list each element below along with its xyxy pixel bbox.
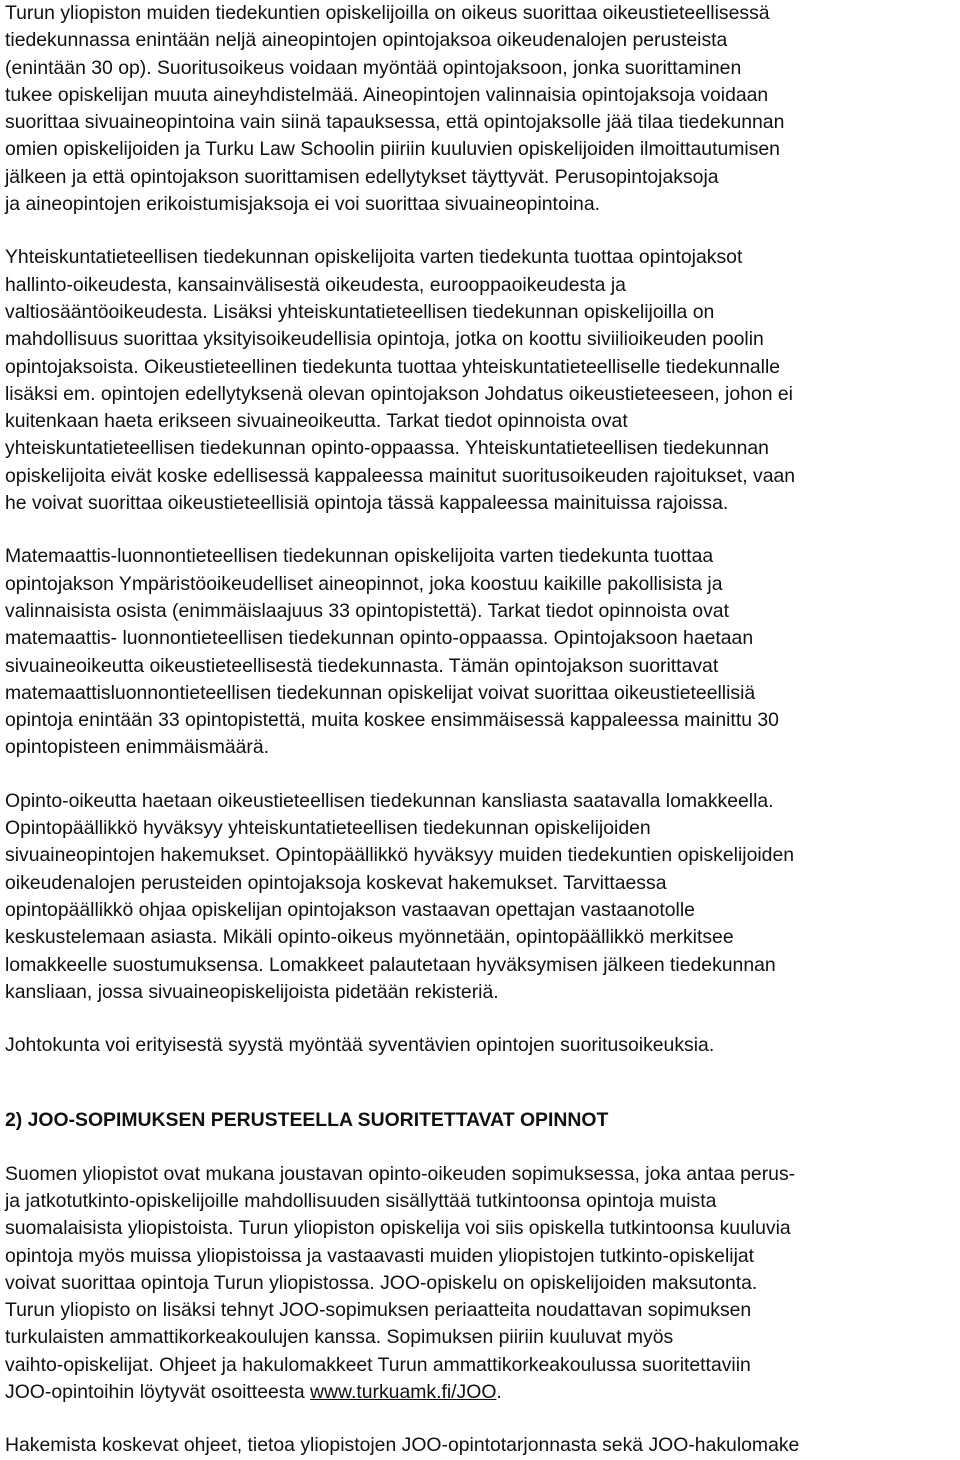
text-line: ja jatkotutkinto-opiskelijoille mahdollisuuden sisällyttää tutkintoonsa opintoja muista	[5, 1189, 717, 1212]
paragraph-spacer	[5, 762, 957, 788]
text-line: Johtokunta voi erityisestä syystä myöntää syventävien opintojen suoritusoikeuksia.	[5, 1034, 715, 1057]
section-heading: 2) JOO-SOPIMUKSEN PERUSTEELLA SUORITETTAVAT OPINNOT	[5, 1109, 609, 1132]
paragraph-4	[5, 788, 957, 1006]
text-line: (enintään 30 op). Suoritusoikeus voidaan myöntää opintojaksoon, jonka suorittaminen	[5, 56, 742, 79]
text-line: tiedekunnassa enintään neljä aineopintojen opintojaksoa oikeudenalojen perusteista	[5, 29, 728, 52]
text-line: opintojaksoista. Oikeustieteellinen tiedekunta tuottaa yhteiskuntatieteelliselle tiedekunnalle	[5, 355, 781, 378]
text-line: opintojakson Ympäristöoikeudelliset aineopinnot, joka koostuu kaikille pakollisista ja	[5, 572, 723, 595]
text-line: keskustelemaan asiasta. Mikäli opinto-oikeus myönnetään, opintopäällikkö merkitsee	[5, 926, 734, 949]
text-line: matemaattisluonnontieteellisen tiedekunnan opiskelijat voivat suorittaa oikeustieteellisiä	[5, 681, 756, 704]
document-page	[5, 0, 957, 1460]
text-line: Opintopäällikkö hyväksyy yhteiskuntatieteellisen tiedekunnan opiskelijoiden	[5, 817, 651, 840]
text-line: matemaattis- luonnontieteellisen tiedekunnan opinto-oppaassa. Opintojaksoon haetaan	[5, 627, 754, 650]
text-line: sivuaineoikeutta oikeustieteellisestä tiedekunnasta. Tämän opintojakson suorittavat	[5, 654, 719, 677]
text-line: lomakkeelle suostumuksensa. Lomakkeet palautetaan hyväksymisen jälkeen tiedekunnan	[5, 953, 776, 976]
section-spacer	[5, 1059, 957, 1107]
text-line: sivuaineopintojen hakemukset. Opintopäällikkö hyväksyy muiden tiedekuntien opiskelijoiden	[5, 844, 795, 867]
text-line: vaihto-opiskelijat. Ohjeet ja hakulomakkeet Turun ammattikorkeakoulussa suoritettaviin	[5, 1353, 751, 1376]
text-line: Turun yliopiston muiden tiedekuntien opiskelijoilla on oikeus suorittaa oikeustieteellisessä	[5, 2, 770, 24]
text-line: lisäksi em. opintojen edellytyksenä olevan opintojakson Johdatus oikeustieteeseen, johon ei	[5, 382, 793, 405]
paragraph-spacer	[5, 1006, 957, 1032]
text-line: jälkeen ja että opintojakson suorittamisen edellytykset täyttyvät. Perusopintojaksoja	[5, 165, 719, 188]
text-line-with-link	[5, 1379, 957, 1406]
text-line: Hakemista koskevat ohjeet, tietoa yliopistojen JOO-opintotarjonnasta sekä JOO-hakulomake	[5, 1434, 800, 1457]
text-line: omien opiskelijoiden ja Turku Law Schoolin piiriin kuuluvien opiskelijoiden ilmoittautumisen	[5, 138, 780, 161]
text-line: opintoja enintään 33 opintopistettä, muita koskee ensimmäisessä kappaleessa mainittu 30	[5, 709, 779, 732]
paragraph-7	[5, 1432, 957, 1459]
paragraph-spacer	[5, 1406, 957, 1432]
text-line: Opinto-oikeutta haetaan oikeustieteellisen tiedekunnan kansliasta saatavalla lomakkeella.	[5, 789, 774, 812]
text-line: tukee opiskelijan muuta aineyhdistelmää. Aineopintojen valinnaisia opintojaksoja voidaan	[5, 83, 769, 106]
paragraph-5	[5, 1032, 957, 1059]
paragraph-1	[5, 0, 957, 218]
text-line: Yhteiskuntatieteellisen tiedekunnan opiskelijoita varten tiedekunta tuottaa opintojaksot	[5, 246, 743, 269]
text-line: suomalaisista yliopistoista. Turun yliopiston opiskelija voi siis opiskella tutkintoonsa kuuluvia	[5, 1217, 791, 1240]
text-fragment: JOO-opintoihin löytyvät osoitteesta	[5, 1381, 311, 1404]
text-line: yhteiskuntatieteellisen tiedekunnan opinto-oppaassa. Yhteiskuntatieteellisen tiedekunnan	[5, 437, 769, 460]
text-line: voivat suorittaa opintoja Turun yliopistossa. JOO-opiskelu on opiskelijoiden maksutonta.	[5, 1271, 758, 1294]
text-line: opintopisteen enimmäismäärä.	[5, 736, 270, 759]
text-line: Matemaattis-luonnontieteellisen tiedekunnan opiskelijoita varten tiedekunta tuottaa	[5, 545, 714, 568]
paragraph-2	[5, 244, 957, 517]
text-line: kuitenkaan haeta erikseen sivuaineoikeutta. Tarkat tiedot opinnoista ovat	[5, 410, 628, 433]
text-line: opiskelijoita eivät koske edellisessä kappaleessa mainitut suoritusoikeuden rajoitukset, vaan	[5, 464, 796, 487]
text-fragment: .	[496, 1381, 502, 1404]
text-line: Suomen yliopistot ovat mukana joustavan opinto-oikeuden sopimuksessa, joka antaa perus-	[5, 1162, 796, 1185]
text-line: mahdollisuus suorittaa yksityisoikeudellisia opintoja, jotka on koottu siviilioikeuden poolin	[5, 328, 764, 351]
paragraph-6	[5, 1161, 957, 1407]
paragraph-spacer	[5, 517, 957, 543]
text-line: he voivat suorittaa oikeustieteellisiä opintoja tässä kappaleessa mainituissa rajoissa.	[5, 492, 729, 515]
text-line: hallinto-oikeudesta, kansainvälisestä oikeudesta, eurooppaoikeudesta ja	[5, 273, 626, 296]
joo-link[interactable]: www.turkuamk.fi/JOO	[310, 1381, 497, 1404]
paragraph-spacer	[5, 1135, 957, 1161]
text-line: valtiosääntöoikeudesta. Lisäksi yhteiskuntatieteellisen tiedekunnan opiskelijoilla on	[5, 300, 715, 323]
text-line: Turun yliopisto on lisäksi tehnyt JOO-sopimuksen periaatteita noudattavan sopimuksen	[5, 1299, 752, 1322]
text-line: valinnaisista osista (enimmäislaajuus 33 opintopistettä). Tarkat tiedot opinnoista ovat	[5, 599, 729, 622]
paragraph-3	[5, 543, 957, 761]
text-line: oikeudenalojen perusteiden opintojaksoja koskevat hakemukset. Tarvittaessa	[5, 871, 667, 894]
paragraph-spacer	[5, 218, 957, 244]
text-line: kansliaan, jossa sivuaineopiskelijoista pidetään rekisteriä.	[5, 980, 499, 1003]
text-line: turkulaisten ammattikorkeakoulujen kanssa. Sopimuksen piiriin kuuluvat myös	[5, 1326, 674, 1349]
text-line: ja aineopintojen erikoistumisjaksoja ei voi suorittaa sivuaineopintoina.	[5, 193, 600, 216]
text-line: suorittaa sivuaineopintoina vain siinä tapauksessa, että opintojaksolle jää tilaa tiedekunnan	[5, 111, 785, 134]
text-line: opintoja myös muissa yliopistoissa ja vastaavasti muiden yliopistojen tutkinto-opiskelijat	[5, 1244, 755, 1267]
text-line: opintopäällikkö ohjaa opiskelijan opintojakson vastaavan opettajan vastaanotolle	[5, 898, 695, 921]
